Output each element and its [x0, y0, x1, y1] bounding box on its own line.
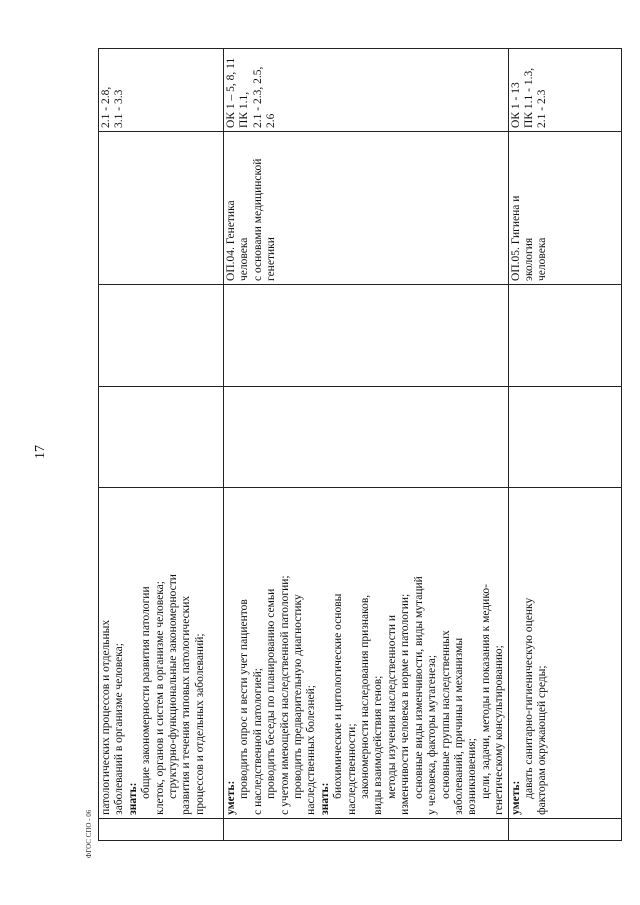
cell-requirements: [224, 488, 509, 819]
requirement-line: уметь:: [225, 780, 237, 815]
requirement-line: с учетом имеющейся наследственной патологии;: [278, 575, 291, 815]
requirement-line: уметь:: [509, 780, 522, 815]
requirement-line: клеток, органов и систем в организме человека;: [153, 581, 166, 815]
cell-competencies: [224, 49, 509, 132]
requirement-line: проводить предварительную диагностику: [292, 594, 305, 799]
rotated-table-wrapper: [98, 48, 611, 841]
requirement-line: общие закономерности развития патологии: [140, 586, 153, 799]
cell-hours: [99, 386, 224, 488]
table-row: [99, 49, 224, 841]
cell-competencies: [99, 49, 224, 132]
requirement-line: наследственных болезней;: [305, 685, 318, 815]
requirement-line: биохимические и цитологические основы: [332, 593, 345, 799]
competency-table: [98, 48, 622, 841]
requirement-line: цели, задачи, методы и показания к медико-: [479, 584, 492, 799]
table-row: [224, 49, 509, 841]
cell-hours-obligatory: [99, 284, 224, 386]
requirement-line: генетическому консультированию;: [493, 645, 506, 815]
requirement-line: знать:: [126, 782, 139, 815]
discipline-name: ОП.04. Генетика человека с основами медицинской генетики: [225, 158, 278, 281]
requirement-line: с наследственной патологией;: [251, 667, 264, 815]
cell-hours: [224, 386, 509, 488]
requirement-line: проводить опрос и вести учет пациентов: [238, 599, 251, 799]
requirement-line: основные группы наследственных: [439, 630, 452, 799]
cell-code: [99, 818, 224, 840]
competency-codes: ОК 1 - 13 ПК 1.1 - 1.3, 2.1 - 2.3: [509, 67, 549, 128]
requirement-line: закономерности наследования признаков,: [359, 594, 372, 799]
requirement-line: знать:: [318, 782, 331, 815]
requirement-line: заболеваний, причины и механизмы: [452, 637, 465, 815]
cell-code: [224, 818, 509, 840]
requirement-line: проводить беседы по планированию семьи: [265, 588, 278, 799]
requirement-line: процессов и отдельных заболеваний;: [193, 633, 206, 815]
requirement-line: у человека, факторы мутагенеза;: [426, 654, 439, 815]
requirement-line: методы изучения наследственности и: [385, 614, 398, 799]
cell-code: [508, 818, 621, 840]
requirement-line: структурно-функциональные закономерности: [167, 574, 180, 799]
requirement-line: основные виды изменчивости, виды мутаций: [412, 576, 425, 799]
page-number: 17: [33, 445, 48, 459]
requirement-line: развития и течения типовых патологических: [180, 595, 193, 815]
requirement-line: возникновения;: [466, 738, 479, 815]
requirement-line: виды взаимодействия генов;: [372, 675, 385, 815]
requirement-line: наследственности;: [345, 723, 358, 815]
requirement-line: факторам окружающей среды;: [536, 665, 549, 815]
cell-discipline: [224, 131, 509, 284]
competency-codes: 2.1 - 2.8, 3.1 - 3.3: [100, 86, 126, 128]
requirement-line: заболеваний в организме человека;: [113, 643, 126, 815]
competency-codes: ОК 1 – 5, 8, 11 ПК 1.1, 2.1 - 2.3, 2.5, 2.6: [225, 57, 278, 128]
requirement-line: патологических процессов и отдельных: [100, 619, 112, 815]
cell-hours: [508, 386, 621, 488]
requirement-line: давать санитарно-гигиеническую оценку: [522, 597, 535, 799]
cell-discipline: [508, 131, 621, 284]
requirement-line: изменчивости человека в норме и патологии;: [399, 593, 412, 815]
cell-requirements: [99, 488, 224, 819]
footer-code: ФГОС СПО - 06: [85, 809, 93, 859]
cell-hours-obligatory: [508, 284, 621, 386]
cell-hours-obligatory: [224, 284, 509, 386]
discipline-name: ОП.05. Гигиена и экология человека: [509, 195, 549, 281]
table-row: [508, 49, 621, 841]
cell-requirements: [508, 488, 621, 819]
cell-discipline: [99, 131, 224, 284]
cell-competencies: [508, 49, 621, 132]
